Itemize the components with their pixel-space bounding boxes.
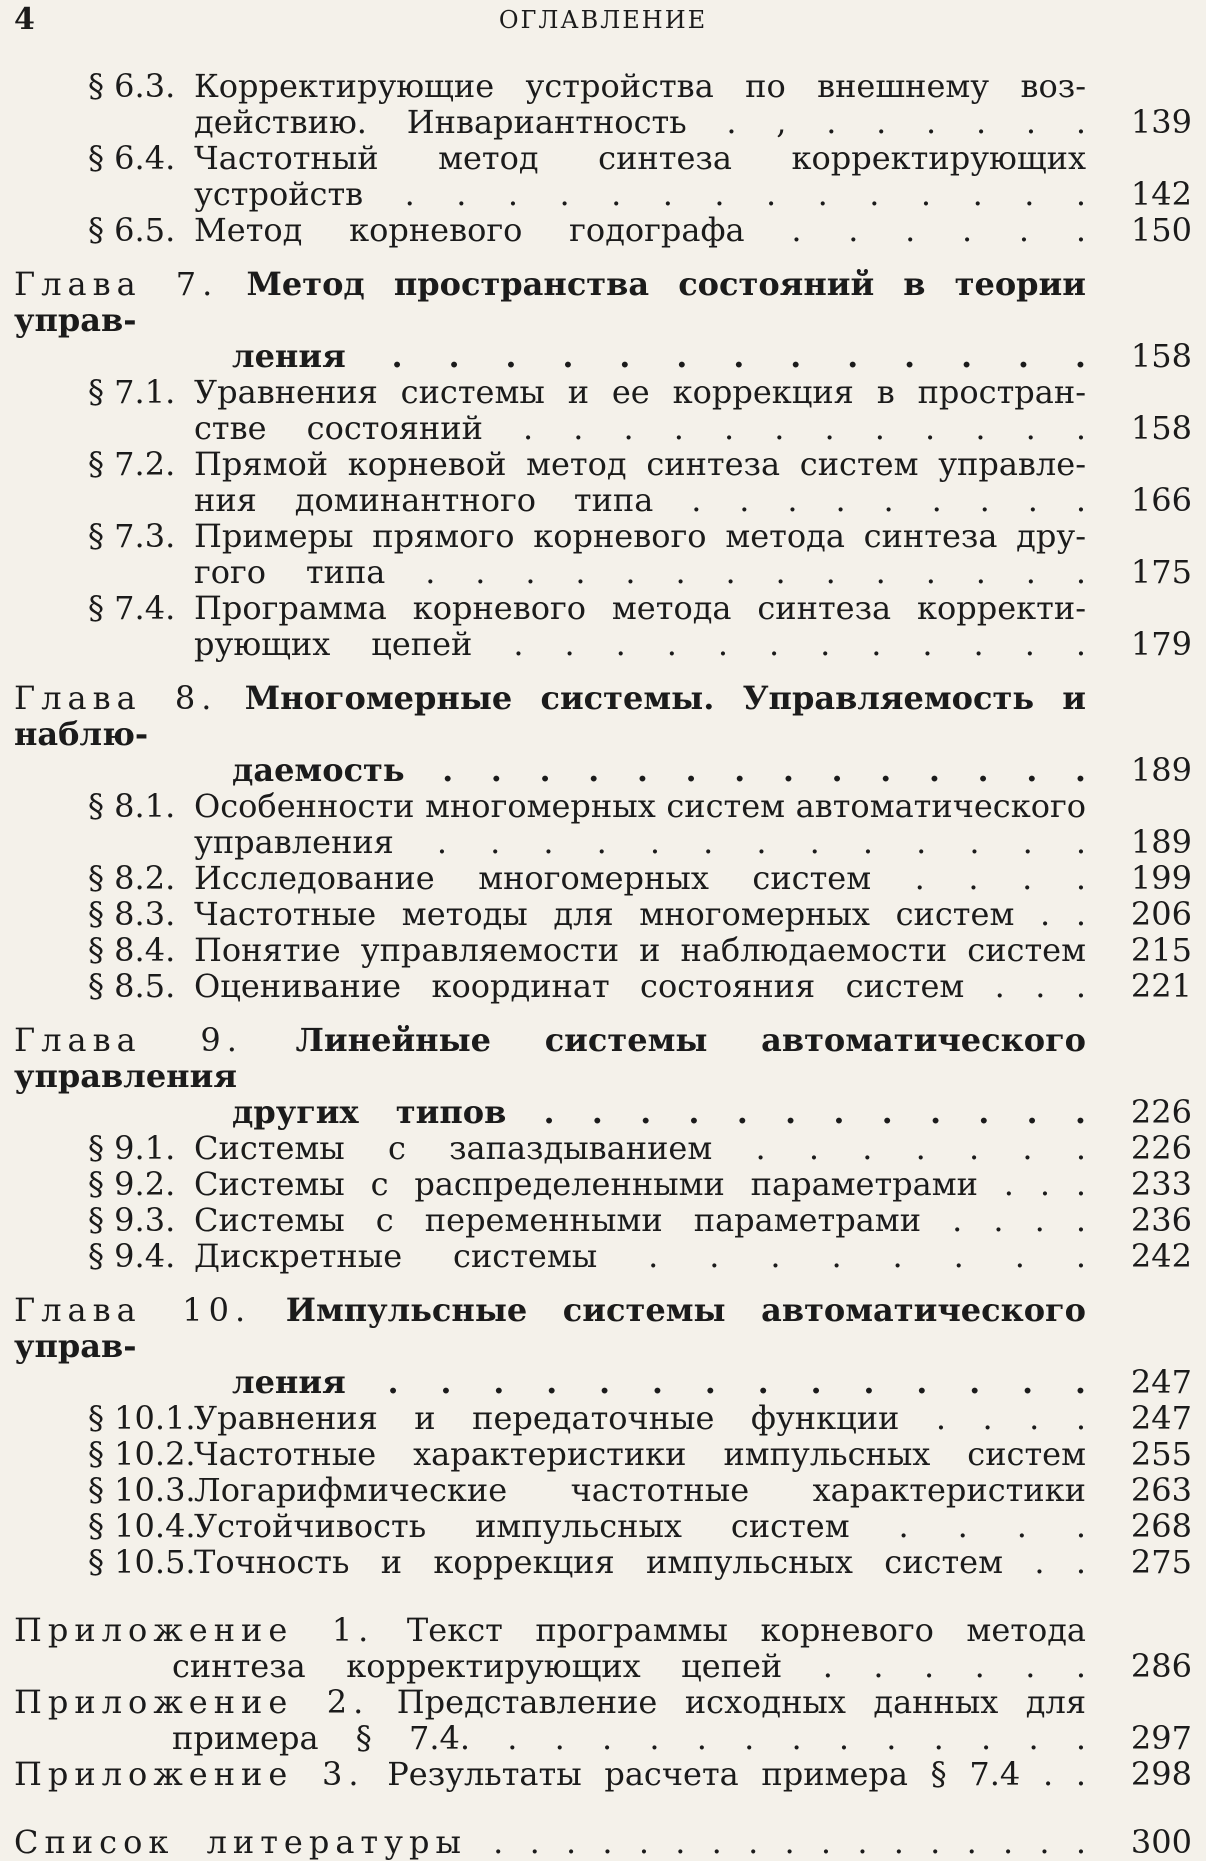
page-number: 4 bbox=[14, 2, 35, 37]
section-number: § 6.5. bbox=[88, 211, 176, 249]
entry-title-continuation: примера § 7.4. . . . . . . . . . . . . . bbox=[172, 1719, 1086, 1757]
page-ref: 158 bbox=[1130, 337, 1192, 375]
toc-chapter-entry bbox=[0, 1022, 1206, 1130]
chapter-label: Глава 10. bbox=[14, 1291, 252, 1329]
section-number: § 8.4. bbox=[88, 931, 176, 969]
entry-title: Метод корневого годографа . . . . . . bbox=[194, 211, 1086, 249]
entry-title: Системы с запаздыванием . . . . . . . bbox=[194, 1129, 1086, 1167]
toc-section-entry bbox=[0, 1400, 1206, 1436]
entry-title-continuation: даемость . . . . . . . . . . . . . . bbox=[232, 751, 1086, 789]
page-ref: 179 bbox=[1130, 625, 1192, 663]
toc-section-entry bbox=[0, 1166, 1206, 1202]
toc-section-entry bbox=[0, 1130, 1206, 1166]
spacer bbox=[0, 248, 1206, 266]
chapter-label: Глава 8. bbox=[14, 679, 218, 717]
entry-title: Результаты расчета примера § 7.4 . . bbox=[387, 1755, 1087, 1793]
page-ref: 189 bbox=[1130, 751, 1192, 789]
spacer bbox=[0, 1792, 1206, 1824]
section-number: § 9.1. bbox=[88, 1129, 176, 1167]
page-ref: 300 bbox=[1130, 1823, 1192, 1861]
section-number: § 9.3. bbox=[88, 1201, 176, 1239]
section-number: § 10.4. bbox=[88, 1507, 196, 1545]
entry-title: Представление исходных данных для bbox=[396, 1683, 1087, 1721]
appendix-label: Приложение 1. bbox=[14, 1611, 375, 1649]
section-number: § 8.1. bbox=[88, 787, 176, 825]
page-ref: 242 bbox=[1130, 1237, 1192, 1275]
entry-title: Текст программы корневого метода bbox=[406, 1611, 1087, 1649]
entry-title: Дискретные системы . . . . . . . . bbox=[194, 1237, 1086, 1275]
page-ref: 221 bbox=[1130, 967, 1192, 1005]
section-number: § 8.3. bbox=[88, 895, 176, 933]
page-ref: 247 bbox=[1130, 1363, 1192, 1401]
page-ref: 215 bbox=[1130, 931, 1192, 969]
toc-section-entry bbox=[0, 518, 1206, 590]
chapter-label: Глава 7. bbox=[14, 265, 219, 303]
entry-title: Частотный метод синтеза корректирующих bbox=[194, 139, 1086, 177]
entry-title-continuation: устройств . . . . . . . . . . . . . . bbox=[194, 175, 1086, 213]
section-number: § 7.3. bbox=[88, 517, 176, 555]
page-ref: 298 bbox=[1130, 1755, 1192, 1793]
toc-section-entry bbox=[0, 1472, 1206, 1508]
page-ref: 286 bbox=[1130, 1647, 1192, 1685]
page-ref: 189 bbox=[1130, 823, 1192, 861]
entry-title: Точность и коррекция импульсных систем . . bbox=[194, 1543, 1086, 1581]
entry-title: Метод пространства состояний в теории управ- bbox=[14, 265, 1087, 339]
entry-title: Системы с переменными параметрами . . . . bbox=[194, 1201, 1086, 1239]
entry-title-continuation: синтеза корректирующих цепей . . . . . . bbox=[172, 1647, 1086, 1685]
entry-title: Корректирующие устройства по внешнему воз- bbox=[194, 67, 1086, 105]
page-ref: 139 bbox=[1130, 103, 1192, 141]
page-ref: 206 bbox=[1130, 895, 1192, 933]
toc-section-entry bbox=[0, 1202, 1206, 1238]
entry-title: Понятие управляемости и наблюдаемости систем bbox=[194, 931, 1086, 969]
toc-chapter-entry bbox=[0, 266, 1206, 374]
entry-title: Особенности многомерных систем автоматического bbox=[194, 787, 1086, 825]
toc-section-entry bbox=[0, 446, 1206, 518]
spacer bbox=[0, 1004, 1206, 1022]
page-ref: 142 bbox=[1130, 175, 1192, 213]
entry-title: Частотные характеристики импульсных систем bbox=[194, 1435, 1086, 1473]
chapter-label: Глава 9. bbox=[14, 1021, 243, 1059]
entry-title: Устойчивость импульсных систем . . . . bbox=[194, 1507, 1086, 1545]
entry-title: Прямой корневой метод синтеза систем управле- bbox=[194, 445, 1086, 483]
section-number: § 8.5. bbox=[88, 967, 176, 1005]
toc-section-entry bbox=[0, 374, 1206, 446]
section-number: § 7.2. bbox=[88, 445, 176, 483]
bibliography-label: Список литературы bbox=[14, 1823, 467, 1861]
entry-title: Примеры прямого корневого метода синтеза дру- bbox=[194, 517, 1086, 555]
entry-title-continuation: управления . . . . . . . . . . . . . bbox=[194, 823, 1086, 861]
toc-appendix-entry bbox=[0, 1684, 1206, 1756]
toc-section-entry bbox=[0, 212, 1206, 248]
toc-section-entry bbox=[0, 140, 1206, 212]
entry-title-continuation: других типов . . . . . . . . . . . . bbox=[232, 1093, 1086, 1131]
entry-title-continuation: ния доминантного типа . . . . . . . . . bbox=[194, 481, 1086, 519]
section-number: § 10.2. bbox=[88, 1435, 196, 1473]
entry-title: . . . . . . . . . . . . . . . . . bbox=[493, 1823, 1087, 1861]
entry-title-continuation: ления . . . . . . . . . . . . . . bbox=[232, 1363, 1086, 1401]
toc-section-entry bbox=[0, 1508, 1206, 1544]
section-number: § 9.2. bbox=[88, 1165, 176, 1203]
page-header bbox=[0, 0, 1206, 40]
toc-section-entry bbox=[0, 1238, 1206, 1274]
page-ref: 150 bbox=[1130, 211, 1192, 249]
toc-section-entry bbox=[0, 896, 1206, 932]
page-ref: 236 bbox=[1130, 1201, 1192, 1239]
appendix-label: Приложение 3. bbox=[14, 1755, 365, 1793]
entry-title: Системы с распределенными параметрами . . . bbox=[194, 1165, 1086, 1203]
entry-title: Линейные системы автоматического управления bbox=[14, 1021, 1087, 1095]
page-ref: 199 bbox=[1130, 859, 1192, 897]
entry-title-continuation: гого типа . . . . . . . . . . . . . . bbox=[194, 553, 1086, 591]
spacer bbox=[0, 662, 1206, 680]
page-ref: 268 bbox=[1130, 1507, 1192, 1545]
page-ref: 175 bbox=[1130, 553, 1192, 591]
running-title: ОГЛАВЛЕНИЕ bbox=[498, 6, 708, 34]
entry-title: Уравнения и передаточные функции . . . . bbox=[194, 1399, 1086, 1437]
section-number: § 6.4. bbox=[88, 139, 176, 177]
toc-section-entry bbox=[0, 968, 1206, 1004]
toc-chapter-entry bbox=[0, 680, 1206, 788]
page-ref: 275 bbox=[1130, 1543, 1192, 1581]
toc-section-entry bbox=[0, 932, 1206, 968]
page-ref: 166 bbox=[1130, 481, 1192, 519]
toc-appendix-entry bbox=[0, 1756, 1206, 1792]
page-ref: 158 bbox=[1130, 409, 1192, 447]
toc-section-entry bbox=[0, 68, 1206, 140]
entry-title: Оценивание координат состояния систем . . . bbox=[194, 967, 1086, 1005]
entry-title: Импульсные системы автоматического управ- bbox=[14, 1291, 1086, 1365]
section-number: § 9.4. bbox=[88, 1237, 176, 1275]
entry-title: Логарифмические частотные характеристики bbox=[194, 1471, 1086, 1509]
entry-title: Многомерные системы. Управляемость и наблю- bbox=[14, 679, 1087, 753]
entry-title: Программа корневого метода синтеза корректи- bbox=[194, 589, 1086, 627]
page-ref: 255 bbox=[1130, 1435, 1192, 1473]
entry-title-continuation: стве состояний . . . . . . . . . . . . bbox=[194, 409, 1086, 447]
toc-appendix-entry bbox=[0, 1612, 1206, 1684]
toc-chapter-entry bbox=[0, 1292, 1206, 1400]
toc-bibliography-entry bbox=[0, 1824, 1206, 1860]
entry-title-continuation: ления . . . . . . . . . . . . . bbox=[232, 337, 1086, 375]
section-number: § 7.1. bbox=[88, 373, 176, 411]
page-ref: 247 bbox=[1130, 1399, 1192, 1437]
spacer bbox=[0, 1580, 1206, 1612]
entry-title: Уравнения системы и ее коррекция в простран- bbox=[194, 373, 1086, 411]
page-ref: 297 bbox=[1130, 1719, 1192, 1757]
entry-title: Исследование многомерных систем . . . . bbox=[194, 859, 1086, 897]
page-ref: 226 bbox=[1130, 1093, 1192, 1131]
toc-section-entry bbox=[0, 788, 1206, 860]
section-number: § 10.5. bbox=[88, 1543, 196, 1581]
page-ref: 226 bbox=[1130, 1129, 1192, 1167]
page-ref: 233 bbox=[1130, 1165, 1192, 1203]
toc-section-entry bbox=[0, 860, 1206, 896]
section-number: § 6.3. bbox=[88, 67, 176, 105]
toc-section-entry bbox=[0, 1544, 1206, 1580]
section-number: § 8.2. bbox=[88, 859, 176, 897]
entry-title: Частотные методы для многомерных систем . . bbox=[194, 895, 1086, 933]
spacer bbox=[0, 1274, 1206, 1292]
toc-section-entry bbox=[0, 1436, 1206, 1472]
table-of-contents bbox=[0, 68, 1206, 1860]
section-number: § 7.4. bbox=[88, 589, 176, 627]
section-number: § 10.1. bbox=[88, 1399, 196, 1437]
section-number: § 10.3. bbox=[88, 1471, 196, 1509]
page-ref: 263 bbox=[1130, 1471, 1192, 1509]
appendix-label: Приложение 2. bbox=[14, 1683, 370, 1721]
toc-section-entry bbox=[0, 590, 1206, 662]
entry-title-continuation: рующих цепей . . . . . . . . . . . . bbox=[194, 625, 1086, 663]
entry-title-continuation: действию. Инвариантность . , . . . . . . bbox=[194, 103, 1086, 141]
